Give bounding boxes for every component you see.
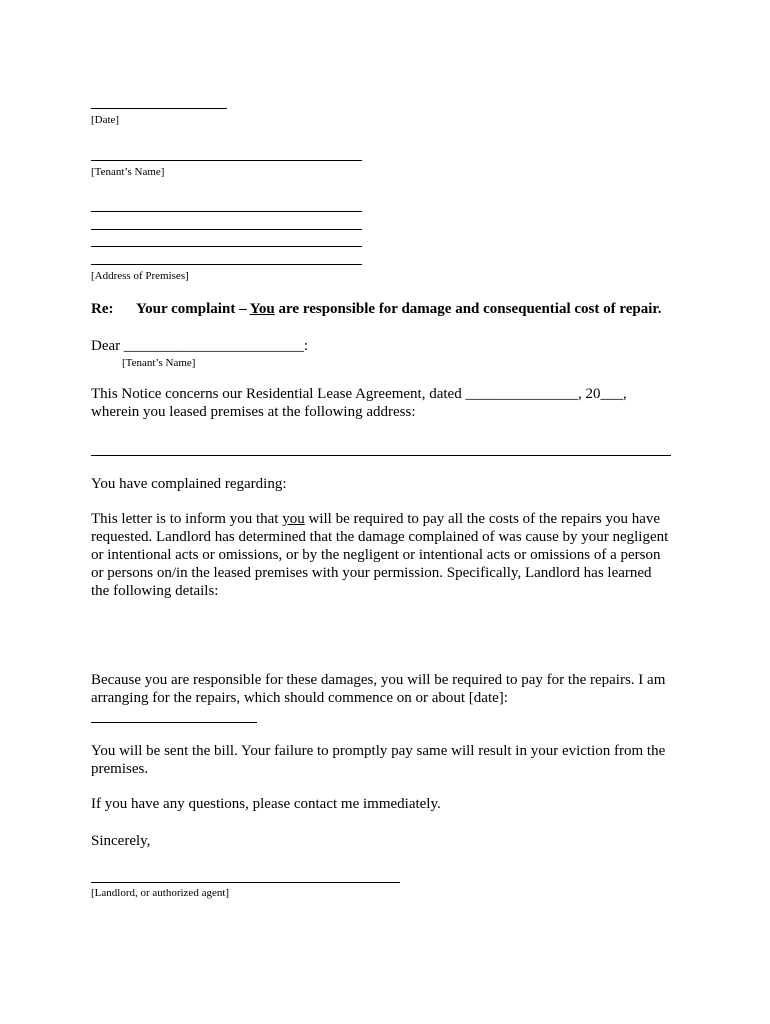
tenant-name-blank-line (91, 160, 362, 161)
salutation-blank: ________________________ (123, 338, 304, 354)
re-prefix: Re: (91, 301, 114, 317)
re-subject-part1: Your complaint – (136, 301, 250, 317)
salutation-tenant-label: [Tenant’s Name] (122, 357, 196, 369)
re-subject-part2: are responsible for damage and consequential cost of repair. (274, 301, 662, 317)
re-subject-emphasis: You (249, 301, 275, 317)
bill-line-2: premises. (91, 761, 149, 777)
inform-line-3: or intentional acts or omissions, or by the negligent or intentional acts or omissions of a person (91, 547, 661, 563)
notice-line-1: This Notice concerns our Residential Lease Agreement, dated _______________, 20___, (91, 386, 627, 402)
repair-date-blank-line (91, 722, 257, 723)
tenant-name-label: [Tenant’s Name] (91, 166, 165, 178)
closing: Sincerely, (91, 833, 151, 849)
address-blank-line-1 (91, 211, 362, 212)
address-blank-line-2 (91, 229, 362, 230)
salutation-colon: : (303, 338, 309, 354)
signature-blank-line (91, 882, 400, 883)
re-line (91, 301, 662, 318)
complaint-line: You have complained regarding: (91, 476, 287, 492)
signature-label: [Landlord, or authorized agent] (91, 887, 230, 899)
address-label: [Address of Premises] (91, 270, 189, 282)
salutation-dear: Dear (91, 338, 121, 354)
re-subject (136, 301, 661, 318)
inform-line-4: or persons on/in the leased premises with your permission. Specifically, Landlord has learned (91, 565, 652, 581)
bill-line-1: You will be sent the bill. Your failure to promptly pay same will result in your eviction from the (91, 743, 666, 759)
salutation (91, 337, 308, 355)
inform-line-1a: This letter is to inform you that (91, 511, 283, 527)
repairs-line-1: Because you are responsible for these damages, you will be required to pay for the repairs. I am (91, 672, 666, 688)
inform-line-1 (91, 510, 660, 528)
address-blank-line-4 (91, 264, 362, 265)
questions-line: If you have any questions, please contact me immediately. (91, 796, 441, 812)
address-blank-line-3 (91, 246, 362, 247)
inform-line-5: the following details: (91, 583, 219, 599)
date-blank-line (91, 108, 227, 109)
premises-address-blank-line (91, 455, 671, 456)
notice-line-2: wherein you leased premises at the following address: (91, 404, 416, 420)
inform-line-2: requested. Landlord has determined that the damage complained of was cause by your negligent (91, 529, 669, 545)
inform-line-1-emphasis: you (282, 511, 305, 527)
date-label: [Date] (91, 114, 120, 126)
inform-line-1b: will be required to pay all the costs of the repairs you have (304, 511, 661, 527)
repairs-line-2: arranging for the repairs, which should commence on or about [date]: (91, 690, 508, 706)
